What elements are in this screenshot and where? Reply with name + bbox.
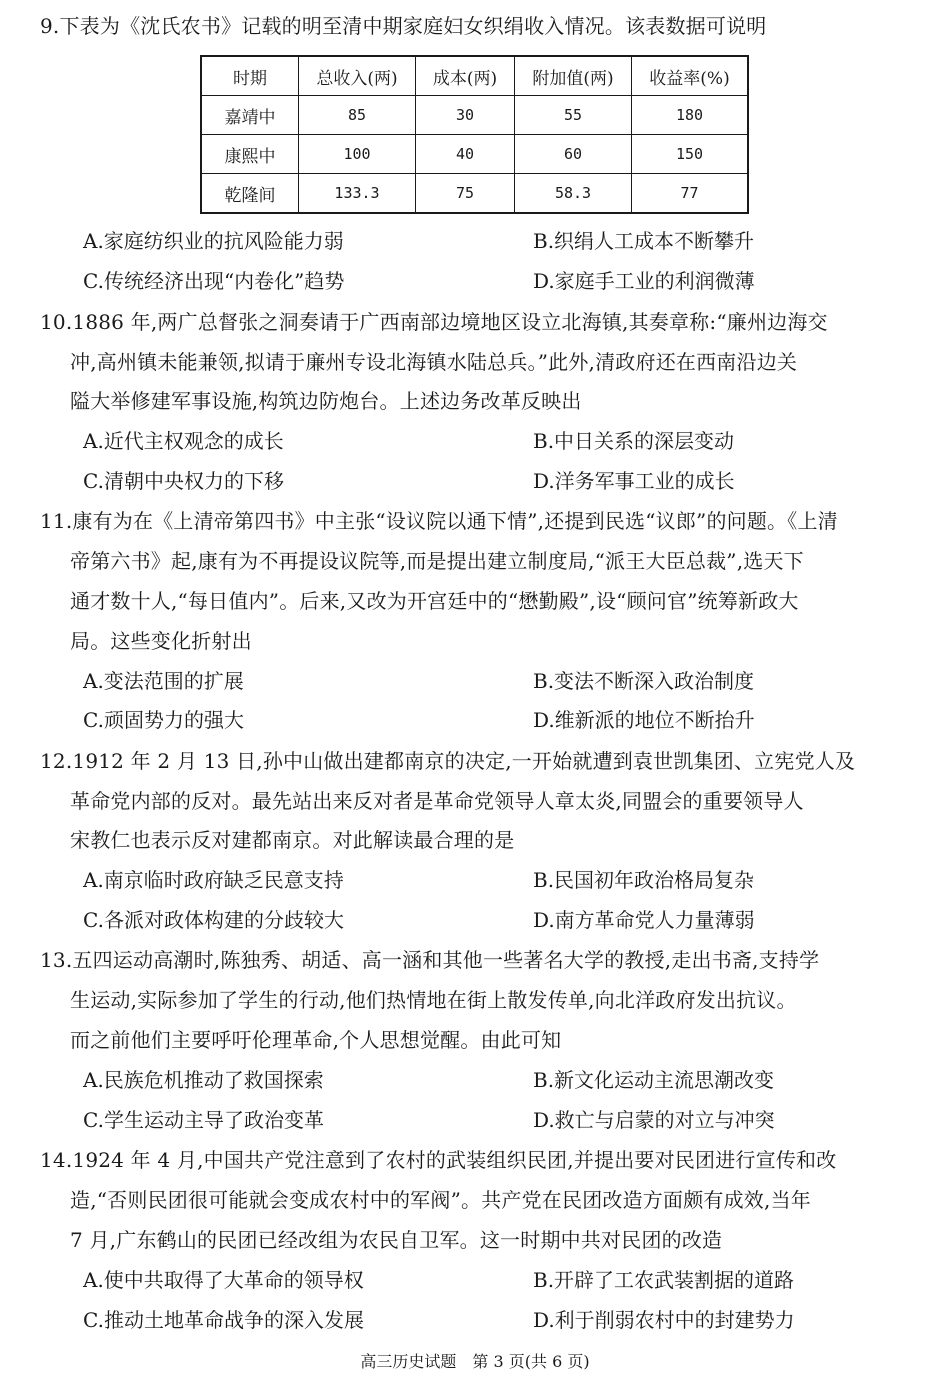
table-header-cell: 时期 — [201, 56, 299, 96]
q10-stem-line-3: 隘大举修建军事设施,构筑边防炮台。上述边务改革反映出 — [70, 389, 582, 413]
q10-option-b: B.中日关系的深层变动 — [533, 429, 735, 453]
income-table — [200, 55, 749, 214]
table-cell: 85 — [299, 96, 416, 135]
table-cell: 乾隆间 — [201, 174, 299, 214]
q11-option-b: B.变法不断深入政治制度 — [533, 669, 755, 693]
q11-stem-line-2: 帝第六书》起,康有为不再提设议院等,而是提出建立制度局,“派王大臣总裁”,选天下 — [70, 549, 804, 573]
q14-option-b: B.开辟了工农武装割据的道路 — [533, 1268, 795, 1292]
table-cell: 康熙中 — [201, 135, 299, 174]
table-cell: 180 — [632, 96, 749, 135]
q9-option-a: A.家庭纺织业的抗风险能力弱 — [83, 229, 344, 253]
table-cell: 55 — [515, 96, 632, 135]
page-footer: 高三历史试题 第 3 页(共 6 页) — [360, 1352, 590, 1371]
table-cell: 嘉靖中 — [201, 96, 299, 135]
q12-stem-line-3: 宋教仁也表示反对建都南京。对此解读最合理的是 — [70, 828, 515, 852]
q12-stem-line-1: 12.1912 年 2 月 13 日,孙中山做出建都南京的决定,一开始就遭到袁世凯集团、立宪党人及 — [40, 749, 856, 773]
q11-option-d: D.维新派的地位不断抬升 — [533, 708, 755, 732]
q10-stem-line-1: 10.1886 年,两广总督张之洞奏请于广西南部边境地区设立北海镇,其奏章称:“廉州边海交 — [40, 310, 828, 334]
q13-option-d: D.救亡与启蒙的对立与冲突 — [533, 1108, 775, 1132]
q13-stem-line-2: 生运动,实际参加了学生的行动,他们热情地在街上散发传单,向北洋政府发出抗议。 — [70, 988, 797, 1012]
q12-option-a: A.南京临时政府缺乏民意支持 — [83, 868, 344, 892]
q9-option-d: D.家庭手工业的利润微薄 — [533, 269, 755, 293]
q11-stem-line-3: 通才数十人,“每日值内”。后来,又改为开宫廷中的“懋勤殿”,设“顾问官”统筹新政大 — [70, 589, 799, 613]
table-cell: 75 — [416, 174, 515, 214]
table-cell: 77 — [632, 174, 749, 214]
q12-option-b: B.民国初年政治格局复杂 — [533, 868, 755, 892]
table-cell: 40 — [416, 135, 515, 174]
q13-option-b: B.新文化运动主流思潮改变 — [533, 1068, 775, 1092]
table-header-cell: 收益率(%) — [632, 56, 749, 96]
table-row — [201, 135, 748, 174]
table-header-row — [201, 56, 748, 96]
q10-option-a: A.近代主权观念的成长 — [83, 429, 284, 453]
q9-option-b: B.织绢人工成本不断攀升 — [533, 229, 755, 253]
q9-option-c: C.传统经济出现“内卷化”趋势 — [83, 269, 345, 293]
q12-stem-line-2: 革命党内部的反对。最先站出来反对者是革命党领导人章太炎,同盟会的重要领导人 — [70, 789, 804, 813]
q9-stem-line-1: 9.下表为《沈氏农书》记载的明至清中期家庭妇女织绢收入情况。该表数据可说明 — [40, 14, 767, 38]
q14-stem-line-2: 造,“否则民团很可能就会变成农村中的军阀”。共产党在民团改造方面颇有成效,当年 — [70, 1188, 811, 1212]
q14-stem-line-1: 14.1924 年 4 月,中国共产党注意到了农村的武装组织民团,并提出要对民团进行宣传和改 — [40, 1148, 837, 1172]
table-cell: 133.3 — [299, 174, 416, 214]
table-header-cell: 成本(两) — [416, 56, 515, 96]
table-header-cell: 总收入(两) — [299, 56, 416, 96]
table-cell: 100 — [299, 135, 416, 174]
q11-option-a: A.变法范围的扩展 — [83, 669, 244, 693]
q14-option-d: D.利于削弱农村中的封建势力 — [533, 1308, 795, 1332]
q11-stem-line-4: 局。这些变化折射出 — [70, 629, 252, 653]
q13-stem-line-3: 而之前他们主要呼吁伦理革命,个人思想觉醒。由此可知 — [70, 1028, 562, 1052]
q14-option-c: C.推动土地革命战争的深入发展 — [83, 1308, 364, 1332]
q11-option-c: C.顽固势力的强大 — [83, 708, 244, 732]
q14-stem-line-3: 7 月,广东鹤山的民团已经改组为农民自卫军。这一时期中共对民团的改造 — [70, 1228, 723, 1252]
q12-option-d: D.南方革命党人力量薄弱 — [533, 908, 755, 932]
table-row — [201, 96, 748, 135]
q12-option-c: C.各派对政体构建的分歧较大 — [83, 908, 344, 932]
table-cell: 30 — [416, 96, 515, 135]
table-cell: 150 — [632, 135, 749, 174]
q10-option-c: C.清朝中央权力的下移 — [83, 469, 284, 493]
table-cell: 58.3 — [515, 174, 632, 214]
table-cell: 60 — [515, 135, 632, 174]
q10-stem-line-2: 冲,高州镇未能兼领,拟请于廉州专设北海镇水陆总兵。”此外,清政府还在西南沿边关 — [70, 350, 798, 374]
table-header-cell: 附加值(两) — [515, 56, 632, 96]
table-row — [201, 174, 748, 214]
q13-option-a: A.民族危机推动了救国探索 — [83, 1068, 324, 1092]
q14-option-a: A.使中共取得了大革命的领导权 — [83, 1268, 364, 1292]
q11-stem-line-1: 11.康有为在《上清帝第四书》中主张“设议院以通下情”,还提到民选“议郎”的问题。《上清 — [40, 509, 838, 533]
q10-option-d: D.洋务军事工业的成长 — [533, 469, 735, 493]
q13-stem-line-1: 13.五四运动高潮时,陈独秀、胡适、高一涵和其他一些著名大学的教授,走出书斋,支持学 — [40, 948, 820, 972]
q13-option-c: C.学生运动主导了政治变革 — [83, 1108, 324, 1132]
